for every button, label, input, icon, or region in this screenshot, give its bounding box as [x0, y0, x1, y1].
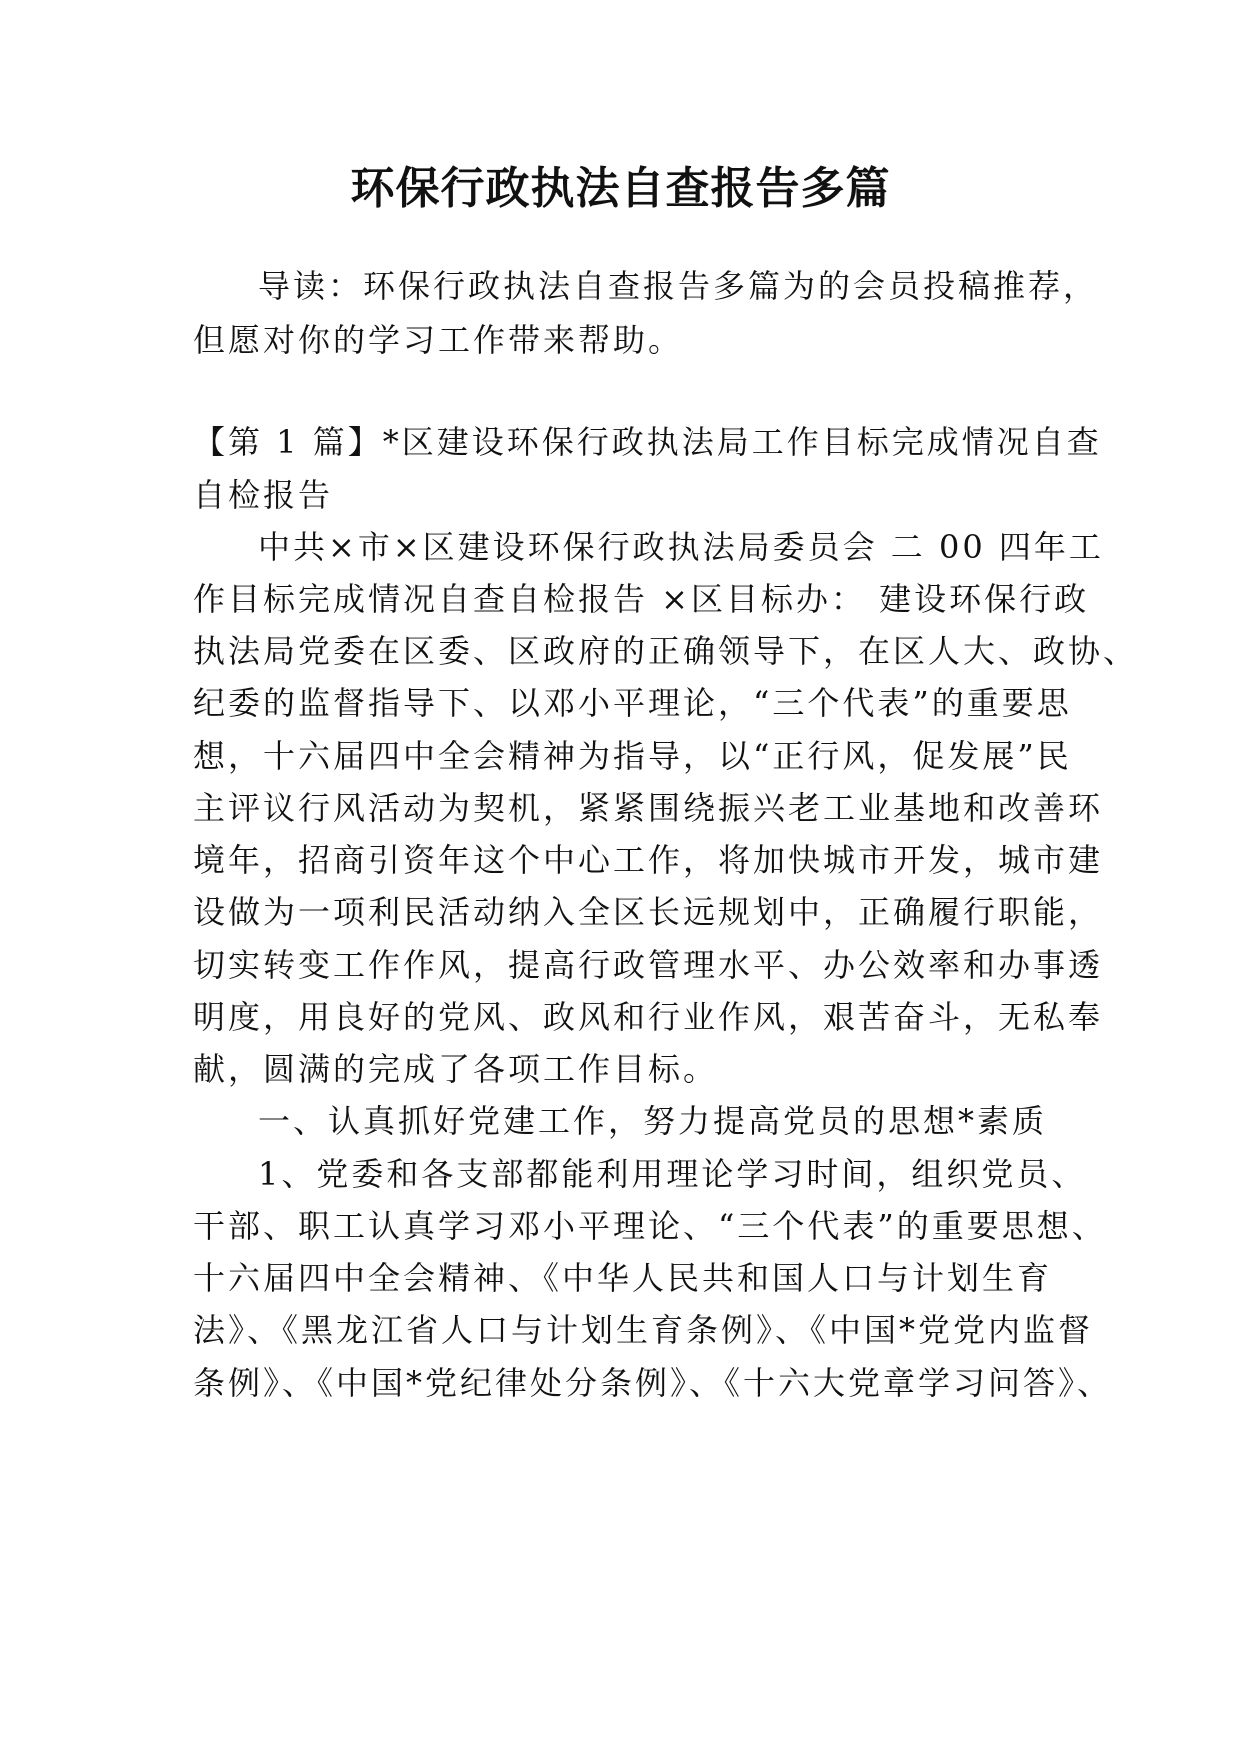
body-line-10: 明度，用良好的党风、政风和行业作风，艰苦奋斗，无私奉 [193, 998, 1104, 1036]
subheading-line: 一、认真抓好党建工作，努力提高党员的思想*素质 [258, 1102, 1048, 1140]
body-line-5: 想，十六届四中全会精神为指导，以“正行风，促发展”民 [193, 737, 1072, 775]
item-1-line-1: 1、党委和各支部都能利用理论学习时间，组织党员、 [258, 1155, 1087, 1193]
item-1-line-3: 十六届四中全会精神、《中华人民共和国人口与计划生育 [193, 1259, 1053, 1297]
body-line-1: 中共×市×区建设环保行政执法局委员会 二 00 四年工 [258, 528, 1104, 566]
body-line-3: 执法局党委在区委、区政府的正确领导下，在区人大、政协、 [193, 632, 1139, 670]
body-line-7: 境年，招商引资年这个中心工作，将加快城市开发，城市建 [193, 841, 1104, 879]
section-heading-line-1: 【第 1 篇】*区建设环保行政执法局工作目标完成情况自查 [193, 423, 1102, 461]
section-heading-line-2: 自检报告 [193, 476, 334, 514]
body-line-4: 纪委的监督指导下、以邓小平理论，“三个代表”的重要思 [193, 684, 1072, 722]
body-line-11: 献，圆满的完成了各项工作目标。 [193, 1050, 719, 1088]
item-1-line-5: 条例》、《中国*党纪律处分条例》、《十六大党章学习问答》、 [193, 1364, 1113, 1402]
document-title: 环保行政执法自查报告多篇 [350, 163, 891, 214]
body-line-8: 设做为一项利民活动纳入全区长远规划中，正确履行职能， [193, 893, 1104, 931]
body-line-9: 切实转变工作作风，提高行政管理水平、办公效率和办事透 [193, 946, 1104, 984]
body-line-2: 作目标完成情况自查自检报告 ×区目标办： 建设环保行政 [193, 580, 1090, 618]
body-line-6: 主评议行风活动为契机，紧紧围绕振兴老工业基地和改善环 [193, 789, 1104, 827]
item-1-line-4: 法》、《黑龙江省人口与计划生育条例》、《中国*党党内监督 [193, 1311, 1094, 1349]
item-1-line-2: 干部、职工认真学习邓小平理论、“三个代表”的重要思想、 [193, 1207, 1107, 1245]
intro-line-2: 但愿对你的学习工作带来帮助。 [193, 321, 684, 359]
intro-line-1: 导读：环保行政执法自查报告多篇为的会员投稿推荐， [258, 267, 1099, 305]
